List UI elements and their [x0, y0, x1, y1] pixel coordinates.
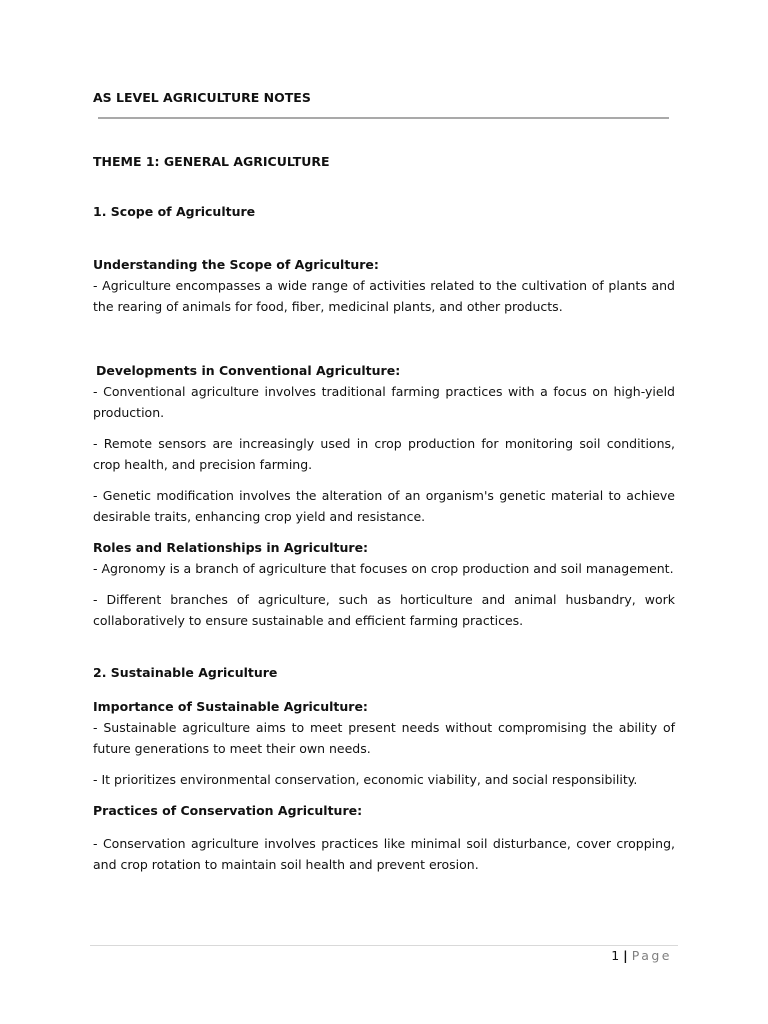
roles-paragraph-1: - Agronomy is a branch of agriculture that focuses on crop production and soil management. [93, 561, 674, 576]
page-separator: | [623, 948, 628, 963]
section-heading-sustainable: 2. Sustainable Agriculture [93, 665, 278, 680]
title-divider [98, 117, 669, 119]
page-footer [611, 948, 672, 963]
conventional-paragraph-3: - Genetic modification involves the alteration of an organism's genetic material to achieve desirable traits, enhancing crop yield and resistance. [93, 488, 675, 524]
subheading-scope: Understanding the Scope of Agriculture: [93, 257, 379, 272]
page-number: 1 [611, 948, 620, 963]
conventional-paragraph-1: - Conventional agriculture involves traditional farming practices with a focus on high-yield production. [93, 384, 675, 420]
theme-heading: THEME 1: GENERAL AGRICULTURE [93, 154, 330, 169]
practices-paragraph-1: - Conservation agriculture involves practices like minimal soil disturbance, cover cropping, and crop rotation to maintain soil health and prevent erosion. [93, 836, 675, 872]
sustainable-block [93, 696, 675, 885]
subheading-importance: Importance of Sustainable Agriculture: [93, 699, 368, 714]
document-title: AS LEVEL AGRICULTURE NOTES [93, 90, 311, 105]
subheading-conventional: Developments in Conventional Agriculture: [96, 363, 401, 378]
scope-paragraph: - Agriculture encompasses a wide range of activities related to the cultivation of plants and the rearing of animals for food, fiber, medicinal plants, and other products. [93, 278, 675, 314]
page-label: Page [631, 948, 672, 963]
roles-paragraph-2: - Different branches of agriculture, such as horticulture and animal husbandry, work collaboratively to ensure sustainable and efficient farming practices. [93, 592, 675, 628]
section-heading-scope: 1. Scope of Agriculture [93, 204, 256, 219]
subheading-roles: Roles and Relationships in Agriculture: [93, 540, 369, 555]
conventional-block [93, 360, 675, 641]
importance-paragraph-1: - Sustainable agriculture aims to meet present needs without compromising the ability of future generations to meet their own needs. [93, 720, 675, 756]
conventional-paragraph-2: - Remote sensors are increasingly used in crop production for monitoring soil conditions, crop health, and precision farming. [93, 436, 675, 472]
scope-block [93, 254, 675, 327]
importance-paragraph-2: - It prioritizes environmental conservation, economic viability, and social responsibility. [93, 772, 638, 787]
subheading-practices: Practices of Conservation Agriculture: [93, 803, 363, 818]
footer-divider [90, 945, 678, 946]
